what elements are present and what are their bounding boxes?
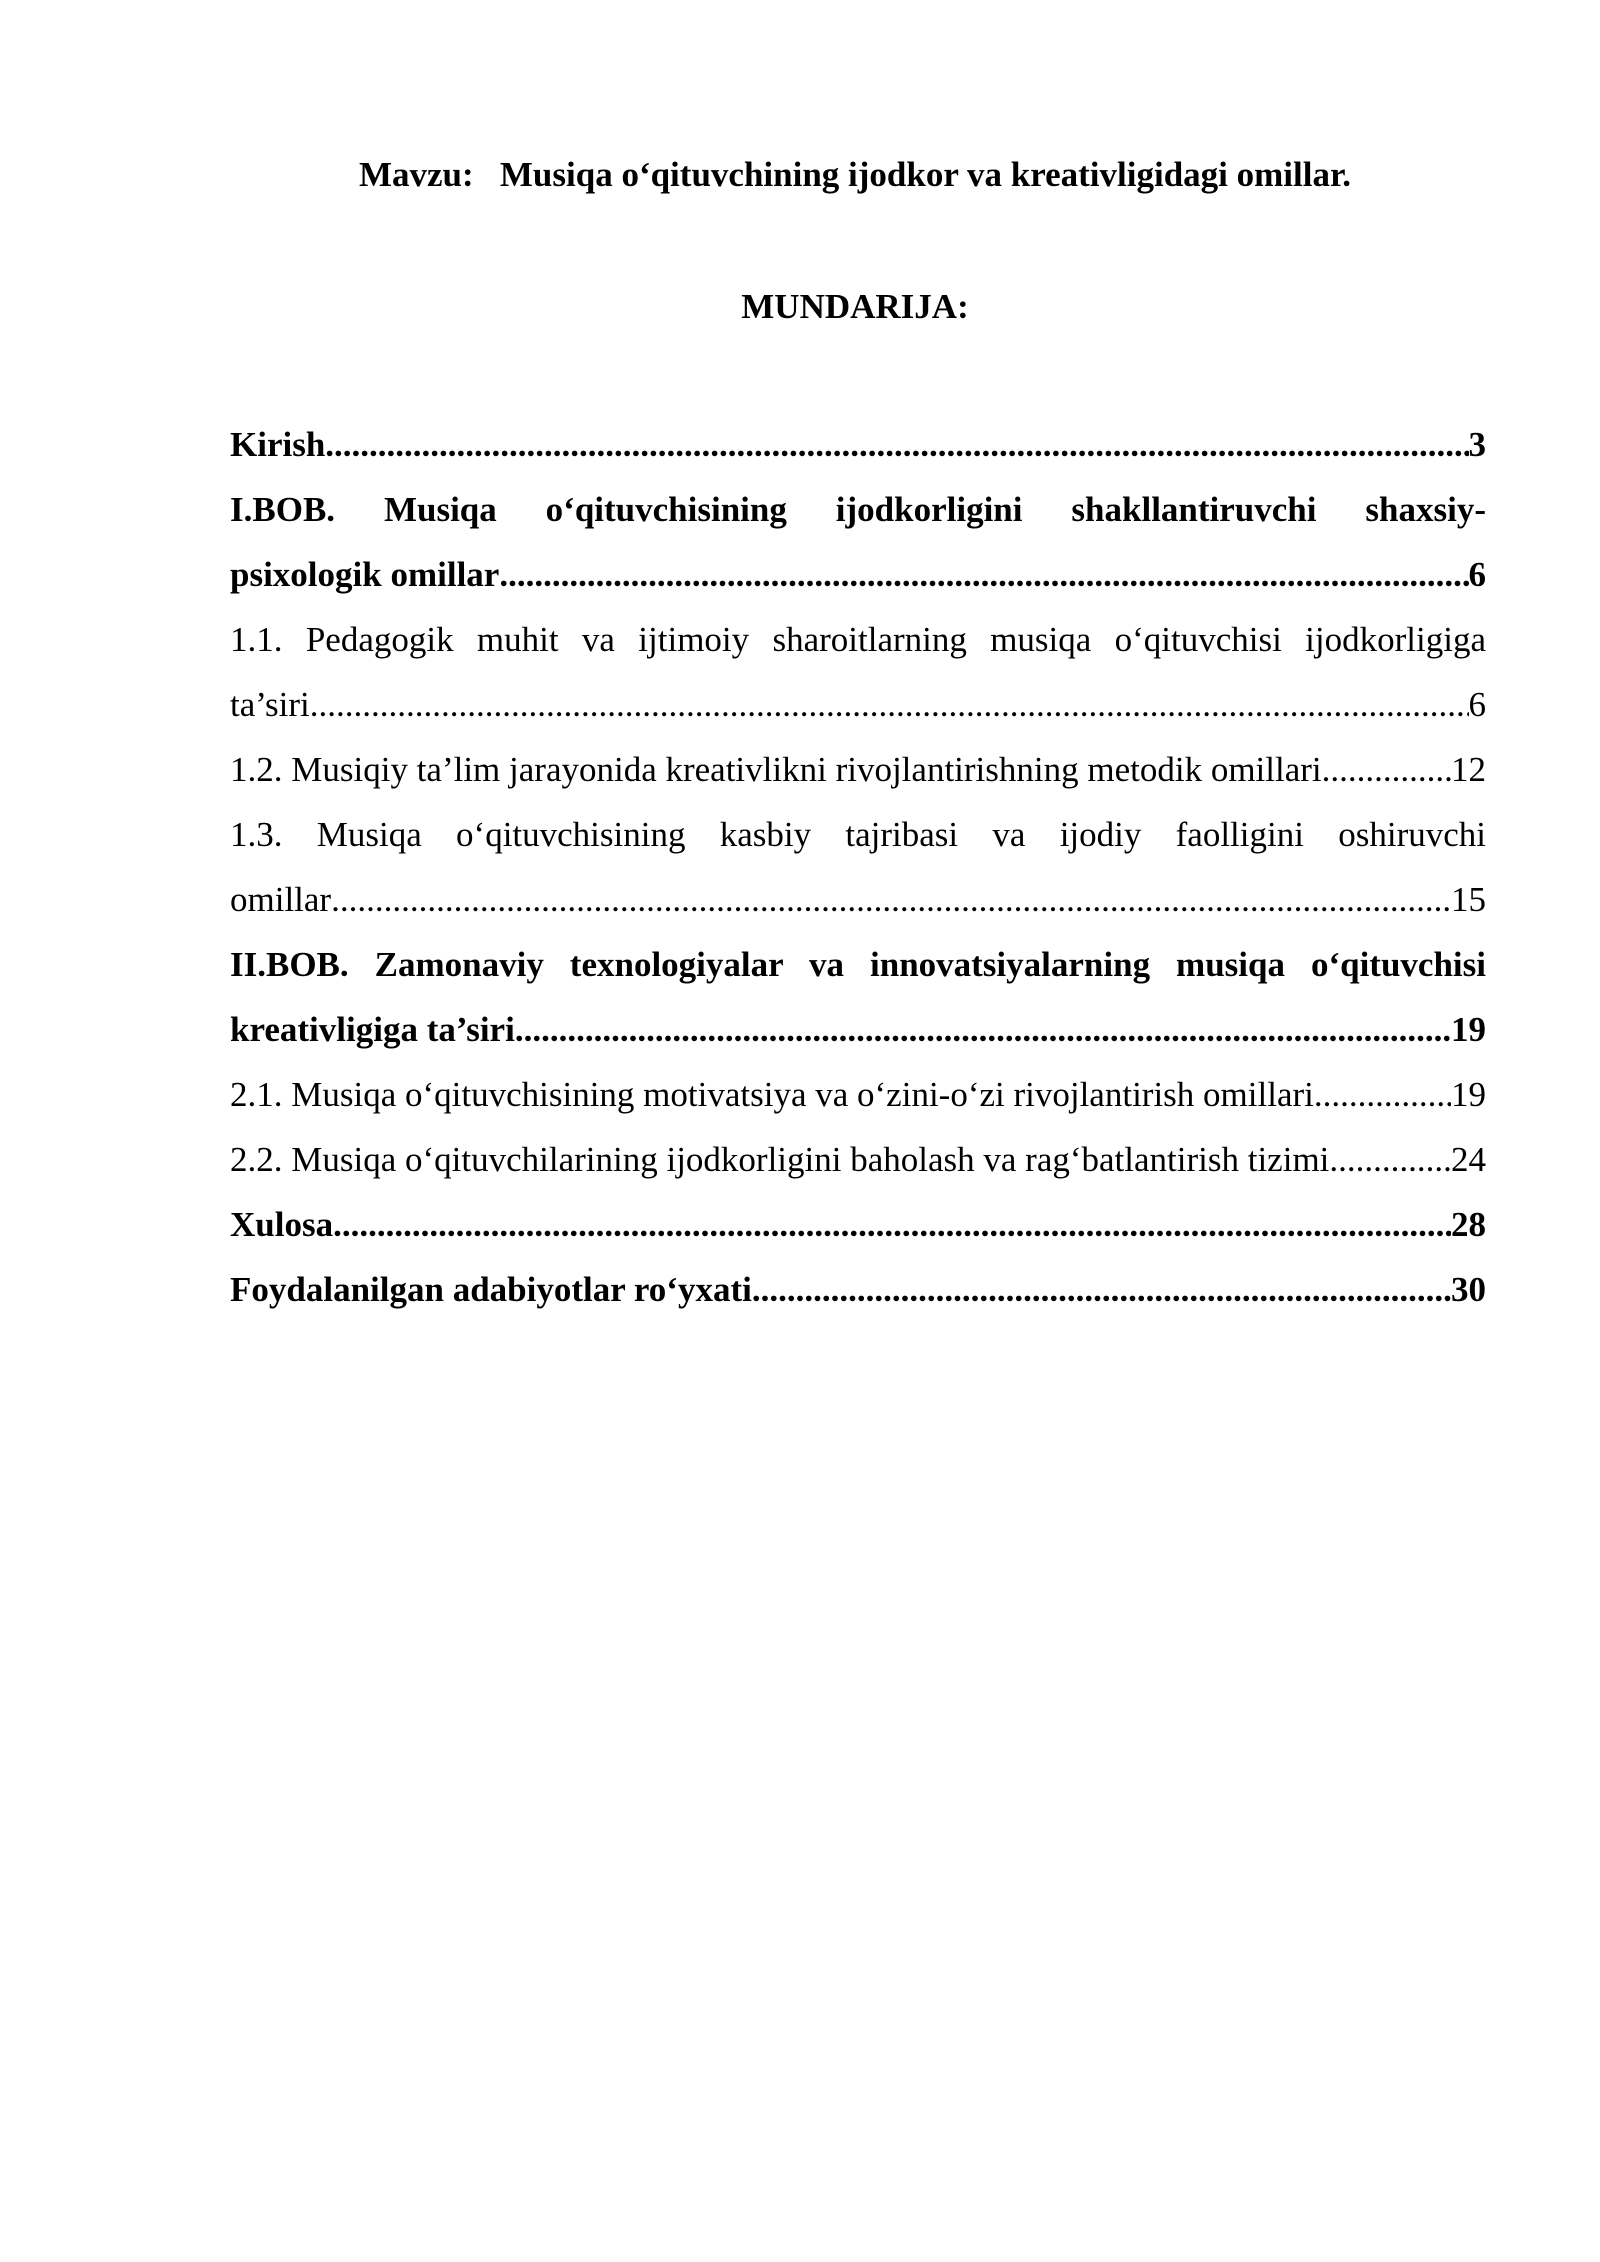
- toc-entry-page: 24: [1451, 1140, 1486, 1179]
- toc-entry[interactable]: [230, 477, 1486, 607]
- toc-entry-lead: I.BOB. Musiqa o‘qituvchisining ijodkorligini shakllantiruvchi shaxsiy-: [230, 490, 1486, 529]
- toc-entry-text: 1.2. Musiqiy ta’lim jarayonida kreativlikni rivojlantirishning metodik omillari: [230, 750, 1322, 789]
- toc-entry-text: Kirish: [230, 425, 326, 464]
- toc-entry-page: 19: [1451, 1010, 1486, 1049]
- toc-entry[interactable]: [230, 802, 1486, 932]
- dot-leader: [1329, 1127, 1451, 1192]
- toc-entry-text: Xulosa: [230, 1205, 334, 1244]
- toc-entry-text: kreativligiga ta’siri: [230, 1010, 515, 1049]
- toc-entry[interactable]: [230, 607, 1486, 737]
- toc-entry-lead: 1.3. Musiqa o‘qituvchisining kasbiy tajribasi va ijodiy faolligini oshiruvchi: [230, 815, 1486, 854]
- toc-entry-text: 2.2. Musiqa o‘qituvchilarining ijodkorligini baholash va rag‘batlantirish tizimi: [230, 1140, 1330, 1179]
- toc-entry-lead: 1.1. Pedagogik muhit va ijtimoiy sharoitlarning musiqa o‘qituvchisi ijodkorligiga: [230, 620, 1486, 659]
- toc-entry-lead: II.BOB. Zamonaviy texnologiyalar va innovatsiyalarning musiqa o‘qituvchisi: [230, 945, 1486, 984]
- toc-entry-text: psixologik omillar: [230, 555, 500, 594]
- toc-entry[interactable]: [230, 737, 1486, 802]
- dot-leader: [499, 542, 1468, 607]
- dot-leader: [1322, 737, 1451, 802]
- toc-entry[interactable]: [230, 1257, 1486, 1322]
- toc-entry-page: 30: [1451, 1270, 1486, 1309]
- dot-leader: [752, 1257, 1451, 1322]
- toc-title: MUNDARIJA:: [741, 287, 969, 326]
- toc-entry-text: ta’siri: [230, 685, 310, 724]
- toc-entry-text: omillar: [230, 880, 332, 919]
- dot-leader: [1314, 1062, 1451, 1127]
- toc-entry[interactable]: [230, 1127, 1486, 1192]
- toc-entry-text: 2.1. Musiqa o‘qituvchisining motivatsiya va o‘zini-o‘zi rivojlantirish omillari: [230, 1075, 1314, 1114]
- toc-entry[interactable]: [230, 932, 1486, 1062]
- document-topic: Mavzu: Musiqa o‘qituvchining ijodkor va kreativligidagi omillar.: [358, 155, 1352, 194]
- toc-entry-page: 6: [1468, 685, 1486, 724]
- dot-leader: [515, 997, 1451, 1062]
- toc-entry-page: 12: [1451, 750, 1486, 789]
- dot-leader: [331, 867, 1451, 932]
- toc-entry-page: 19: [1451, 1075, 1486, 1114]
- toc-entry-page: 6: [1468, 555, 1486, 594]
- toc-entry[interactable]: [230, 1192, 1486, 1257]
- toc-entry[interactable]: [230, 1062, 1486, 1127]
- dot-leader: [310, 672, 1469, 737]
- toc-entry-text: Foydalanilgan adabiyotlar ro‘yxati: [230, 1270, 752, 1309]
- toc-entry-page: 3: [1468, 425, 1486, 464]
- toc-entry-page: 28: [1451, 1205, 1486, 1244]
- dot-leader: [333, 1192, 1451, 1257]
- dot-leader: [325, 412, 1468, 477]
- toc-entry[interactable]: [230, 412, 1486, 477]
- table-of-contents: [230, 412, 1486, 1322]
- toc-entry-page: 15: [1451, 880, 1486, 919]
